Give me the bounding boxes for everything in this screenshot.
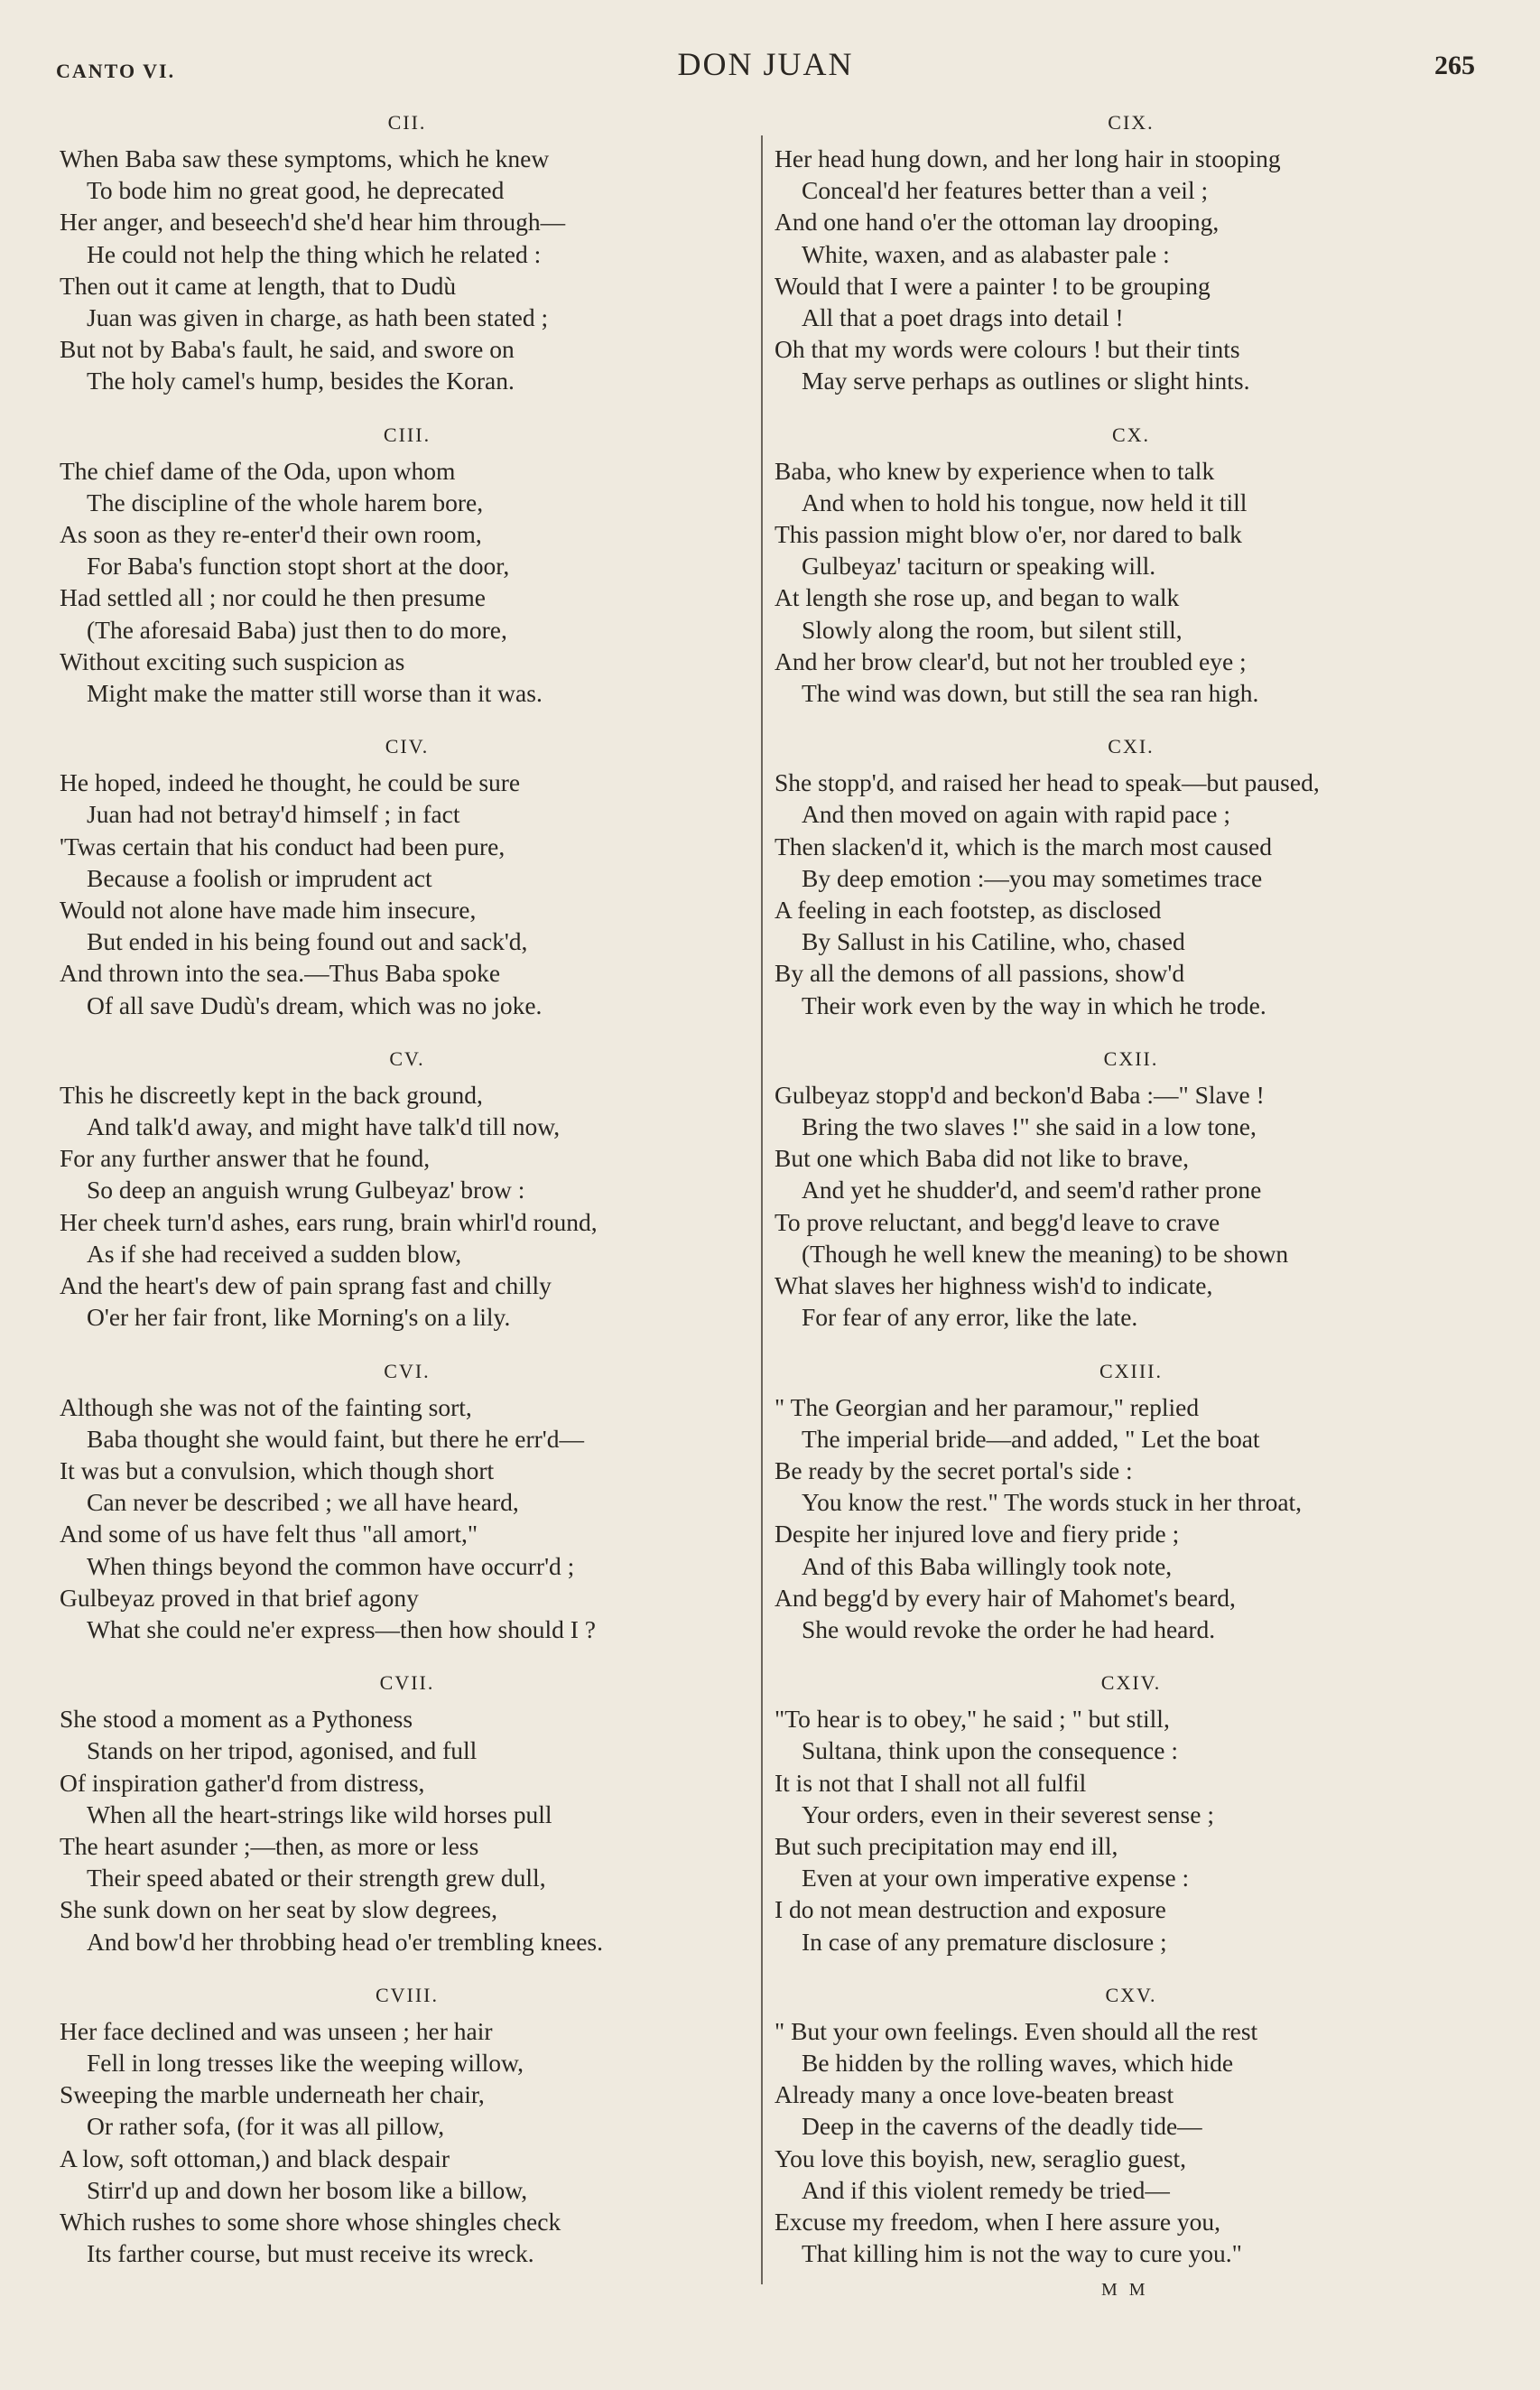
verse-line: By all the demons of all passions, show'd (775, 959, 1185, 988)
stanza (775, 1043, 1488, 1334)
book-title: DON JUAN (677, 46, 854, 82)
verse-line: (Though he well knew the meaning) to be shown (802, 1239, 1289, 1268)
verse-line: By Sallust in his Catiline, who, chased (802, 927, 1185, 956)
verse-line: That killing him is not the way to cure you." (802, 2239, 1242, 2268)
verse-line: Gulbeyaz' taciturn or speaking will. (802, 552, 1156, 581)
verse-line: In case of any premature disclosure ; (802, 1927, 1167, 1956)
verse-line: The holy camel's hump, besides the Koran. (87, 367, 515, 395)
verse-line: And if this violent remedy be tried— (802, 2175, 1170, 2204)
stanza-number: CXI. (1108, 735, 1155, 758)
verse-line: Juan was given in charge, as hath been stated ; (87, 303, 549, 332)
verse-line: Oh that my words were colours ! but their tints (775, 335, 1240, 364)
verse-line: The heart asunder ;—then, as more or less (60, 1831, 479, 1860)
verse-line: By deep emotion :—you may sometimes trace (802, 863, 1263, 892)
stanza (60, 1979, 755, 2270)
verse-line: As if she had received a sudden blow, (87, 1239, 462, 1268)
stanza (775, 107, 1488, 397)
verse-line: (The aforesaid Baba) just then to do more, (87, 615, 507, 644)
verse-line: Slowly along the room, but silent still, (802, 615, 1183, 644)
verse-line: The wind was down, but still the sea ran high. (802, 679, 1259, 708)
verse-line: He could not help the thing which he related : (87, 239, 542, 268)
verse-line: May serve perhaps as outlines or slight hints. (802, 367, 1250, 395)
verse-line: Bring the two slaves !" she said in a low tone, (802, 1112, 1257, 1141)
verse-line: And the heart's dew of pain sprang fast and chilly (60, 1271, 552, 1300)
verse-line: And of this Baba willingly took note, (802, 1551, 1173, 1580)
verse-line: Juan had not betray'd himself ; in fact (87, 800, 460, 829)
verse-line: Her head hung down, and her long hair in stooping (775, 144, 1281, 172)
verse-line: Because a foolish or imprudent act (87, 863, 432, 892)
verse-line: To bode him no great good, he deprecated (87, 176, 505, 205)
verse-line: The discipline of the whole harem bore, (87, 488, 484, 516)
verse-line: This he discreetly kept in the back ground, (60, 1080, 483, 1109)
verse-line: Can never be described ; we all have heard, (87, 1488, 519, 1517)
verse-line: What she could ne'er express—then how should I ? (87, 1614, 596, 1643)
stanza (775, 1979, 1488, 2270)
verse-line: Despite her injured love and fiery pride ; (775, 1520, 1180, 1548)
stanza (775, 1355, 1488, 1646)
verse-line: Of all save Dudù's dream, which was no joke. (87, 990, 543, 1019)
verse-line: "To hear is to obey," he said ; " but still, (775, 1705, 1170, 1734)
verse-line: Your orders, even in their severest sense ; (802, 1799, 1214, 1828)
verse-line: Gulbeyaz stopp'd and beckon'd Baba :—" Slave ! (775, 1080, 1265, 1109)
verse-line: A feeling in each footstep, as disclosed (775, 896, 1162, 925)
stanza-number: CXV. (1105, 1983, 1157, 2006)
verse-line: Conceal'd her features better than a veil ; (802, 176, 1209, 205)
verse-line: And bow'd her throbbing head o'er trembling knees. (87, 1927, 603, 1956)
verse-line: At length she rose up, and began to walk (775, 583, 1180, 612)
verse-line: And talk'd away, and might have talk'd till now, (87, 1112, 561, 1141)
canto-label: CANTO VI. (56, 60, 176, 82)
stanza (775, 1667, 1488, 1958)
verse-line: Deep in the caverns of the deadly tide— (802, 2112, 1202, 2141)
verse-line: When things beyond the common have occurr'd ; (87, 1551, 575, 1580)
verse-line: O'er her fair front, like Morning's on a lily. (87, 1303, 511, 1332)
verse-line: The imperial bride—and added, " Let the boat (802, 1424, 1260, 1453)
verse-line: And one hand o'er the ottoman lay drooping, (775, 208, 1220, 237)
running-header (56, 45, 1475, 99)
verse-line: Without exciting such suspicion as (60, 646, 405, 675)
verse-line: Fell in long tresses like the weeping willow, (87, 2048, 524, 2077)
signature-mark: M M (1101, 2280, 1149, 2300)
stanza-number: CX. (1111, 423, 1151, 446)
stanza (60, 1043, 755, 1334)
verse-line: Then slacken'd it, which is the march most caused (775, 832, 1272, 860)
verse-line: Although she was not of the fainting sort, (60, 1392, 472, 1421)
verse-line: " The Georgian and her paramour," replied (775, 1392, 1200, 1421)
verse-line: For fear of any error, like the late. (802, 1303, 1138, 1332)
stanza (60, 1667, 755, 1958)
verse-line: Had settled all ; nor could he then presume (60, 583, 486, 612)
stanza-number: CII. (387, 111, 427, 134)
page-number: 265 (1434, 51, 1475, 80)
stanza-number: CIV. (385, 735, 430, 758)
verse-line: As soon as they re-enter'd their own room, (60, 520, 482, 549)
verse-line: And yet he shudder'd, and seem'd rather prone (802, 1176, 1262, 1204)
verse-line: All that a poet drags into detail ! (802, 303, 1124, 332)
verse-line: What slaves her highness wish'd to indicate, (775, 1271, 1213, 1300)
verse-line: And then moved on again with rapid pace ; (802, 800, 1231, 829)
stanza (775, 419, 1488, 710)
verse-line: White, waxen, and as alabaster pale : (802, 239, 1170, 268)
verse-line: Of inspiration gather'd from distress, (60, 1768, 425, 1797)
verse-line: And begg'd by every hair of Mahomet's beard, (775, 1583, 1236, 1612)
stanza-number: CVI. (384, 1359, 431, 1382)
column-divider (761, 135, 763, 2284)
verse-line: Would not alone have made him insecure, (60, 896, 477, 925)
stanza (60, 1355, 755, 1646)
verse-line: But one which Baba did not like to brave, (775, 1144, 1190, 1173)
verse-line: She would revoke the order he had heard. (802, 1614, 1216, 1643)
verse-line: Her cheek turn'd ashes, ears rung, brain whirl'd round, (60, 1207, 598, 1236)
verse-line: So deep an anguish wrung Gulbeyaz' brow : (87, 1176, 525, 1204)
verse-line: Then out it came at length, that to Dudù (60, 271, 457, 300)
verse-line: It was but a convulsion, which though short (60, 1455, 495, 1484)
verse-line: For Baba's function stopt short at the door, (87, 552, 510, 581)
verse-line: You love this boyish, new, seraglio guest, (775, 2144, 1187, 2172)
verse-line: Even at your own imperative expense : (802, 1864, 1190, 1892)
stanza-number: CV. (389, 1046, 425, 1070)
verse-line: When Baba saw these symptoms, which he knew (60, 144, 550, 172)
verse-line: And when to hold his tongue, now held it till (802, 488, 1248, 516)
stanza (60, 419, 755, 710)
stanza-number: CXIII. (1099, 1359, 1164, 1382)
verse-line: Might make the matter still worse than it was. (87, 679, 543, 708)
verse-line: She stood a moment as a Pythoness (60, 1705, 413, 1734)
verse-line: And her brow clear'd, but not her troubled eye ; (775, 646, 1247, 675)
verse-line: When all the heart-strings like wild horses pull (87, 1799, 552, 1828)
verse-line: Already many a once love-beaten breast (775, 2080, 1174, 2109)
verse-line: It is not that I shall not all fulfil (775, 1768, 1087, 1797)
verse-line: Or rather sofa, (for it was all pillow, (87, 2112, 445, 2141)
verse-line: She stopp'd, and raised her head to speak—but paused, (775, 768, 1320, 797)
stanza-number: CVII. (379, 1671, 435, 1695)
verse-line: The chief dame of the Oda, upon whom (60, 456, 456, 485)
verse-line: To prove reluctant, and begg'd leave to crave (775, 1207, 1220, 1236)
verse-line: Stands on her tripod, agonised, and full (87, 1736, 478, 1765)
verse-line: And some of us have felt thus "all amort," (60, 1520, 478, 1548)
verse-line: Sweeping the marble underneath her chair, (60, 2080, 485, 2109)
verse-line: " But your own feelings. Even should all the rest (775, 2016, 1258, 2045)
verse-line: This passion might blow o'er, nor dared to balk (775, 520, 1242, 549)
verse-line: Its farther course, but must receive its wreck. (87, 2239, 534, 2268)
verse-line: You know the rest." The words stuck in her throat, (802, 1488, 1303, 1517)
verse-line: Stirr'd up and down her bosom like a billow, (87, 2175, 528, 2204)
verse-line: Would that I were a painter ! to be grouping (775, 271, 1211, 300)
stanza-number: CVIII. (375, 1983, 440, 2006)
stanza-number: CXII. (1103, 1046, 1159, 1070)
verse-line: He hoped, indeed he thought, he could be sure (60, 768, 521, 797)
verse-line: Gulbeyaz proved in that brief agony (60, 1583, 419, 1612)
verse-line: Baba thought she would faint, but there he err'd— (87, 1424, 584, 1453)
verse-line: But such precipitation may end ill, (775, 1831, 1118, 1860)
left-column (60, 107, 755, 2291)
verse-line: She sunk down on her seat by slow degrees, (60, 1895, 497, 1924)
verse-line: Their work even by the way in which he trode. (802, 990, 1266, 1019)
stanza (60, 730, 755, 1021)
verse-line: Which rushes to some shore whose shingles check (60, 2207, 561, 2236)
verse-line: Her anger, and beseech'd she'd hear him through— (60, 208, 566, 237)
verse-line: 'Twas certain that his conduct had been pure, (60, 832, 506, 860)
verse-line: Baba, who knew by experience when to talk (775, 456, 1215, 485)
verse-line: A low, soft ottoman,) and black despair (60, 2144, 450, 2172)
stanza (60, 107, 755, 397)
verse-line: But ended in his being found out and sack'd, (87, 927, 528, 956)
verse-line: I do not mean destruction and exposure (775, 1895, 1166, 1924)
verse-line: Her face declined and was unseen ; her hair (60, 2016, 493, 2045)
right-column (775, 107, 1488, 2291)
verse-line: But not by Baba's fault, he said, and swore on (60, 335, 515, 364)
verse-line: And thrown into the sea.—Thus Baba spoke (60, 959, 501, 988)
stanza-number: CIX. (1108, 111, 1155, 134)
verse-line: Excuse my freedom, when I here assure you, (775, 2207, 1221, 2236)
verse-line: Their speed abated or their strength grew dull, (87, 1864, 546, 1892)
verse-line: Sultana, think upon the consequence : (802, 1736, 1178, 1765)
verse-line: For any further answer that he found, (60, 1144, 431, 1173)
stanza-number: CIII. (383, 423, 431, 446)
verse-line: Be hidden by the rolling waves, which hide (802, 2048, 1234, 2077)
stanza (775, 730, 1488, 1021)
verse-line: Be ready by the secret portal's side : (775, 1455, 1133, 1484)
stanza-number: CXIV. (1100, 1671, 1162, 1695)
